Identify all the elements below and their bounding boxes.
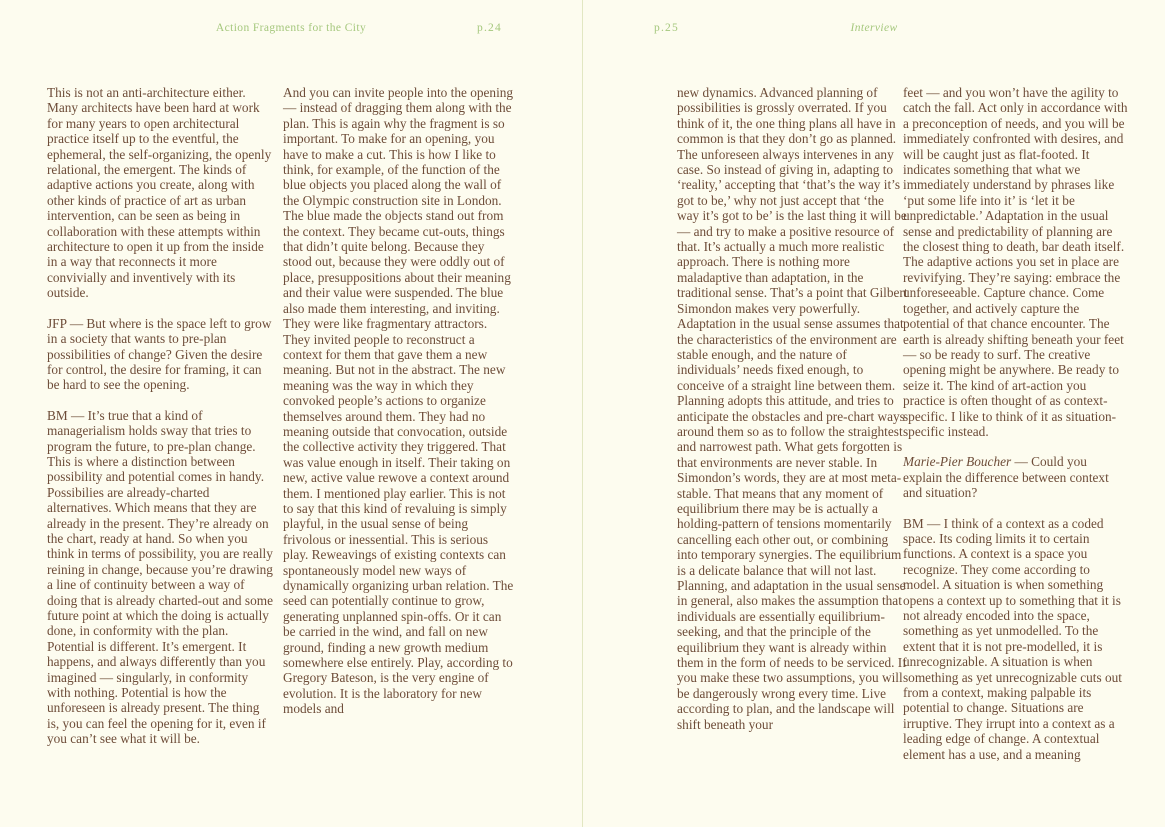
speaker-label: Marie-Pier Boucher xyxy=(903,454,1012,470)
text-column-4 xyxy=(903,85,1129,777)
paragraph xyxy=(677,85,908,732)
running-title-right: Interview xyxy=(850,22,898,34)
paragraph-text: This is not an anti-architecture either. Many architects have been hard at work for many years to open architectural practice itself up to the eventful, the ephemeral, the self-organizing, the openly relational, the emergent. The kinds of adaptive actions you create, along with other kinds of practice of art as urban intervention, can be seen as being in collaboration with these attempts within architecture to open it up from the inside in a way that reconnects it more convivially and inventively with its outside. xyxy=(47,85,272,301)
paragraph xyxy=(47,316,273,393)
paragraph xyxy=(903,454,1129,500)
speaker-label: JFP xyxy=(47,315,67,331)
paragraph-text: new dynamics. Advanced planning of possibilities is grossly overrated. If you think of it, the one thing plans all have in common is that they don’t go as planned. The unforeseen always intervenes in any case. So instead of giving in, adapting to ‘reality,’ accepting that ‘that’s the way it’s got to be,’ why not just accept that ‘the way it’s got to be’ is the last thing it will be — and try to make a positive resource of that. It’s actually a much more realistic approach. There is nothing more maladaptive than adaptation, in the traditional sense. That’s a point that Gilbert Simondon makes very powerfully. Adaptation in the usual sense assumes that the characteristics of the environment are stable enough, and the nature of individuals’ needs fixed enough, to conceive of a straight line between them. Planning adopts this attitude, and tries to anticipate the obstacles and pre-chart ways around them so as to follow the straightest and narrowest path. What gets forgotten is that environments are never stable. In Simondon’s words, they are at most meta-stable. That means that any moment of equilibrium there may be is actually a holding-pattern of tensions momentarily cancelling each other out, or combining into temporary synergies. The equilibrium is a delicate balance that will not last. Planning, and adaptation in the usual sense in general, also makes the assumption that individuals are essentially equilibrium-seeking, and that the principle of the equilibrium they want is already within them in the form of needs to be serviced. If you make these two assumptions, you will be dangerously wrong every time. Live according to plan, and the landscape will shift beneath your xyxy=(677,85,908,732)
text-column-1 xyxy=(47,85,273,762)
page-gutter-line xyxy=(582,0,583,827)
running-title-left: Action Fragments for the City xyxy=(215,22,367,34)
paragraph-text: — It’s true that a kind of managerialism holds sway that tries to program the future, to pre-plan change. This is where a distinction between possibility and potential comes in handy. Possibilies are already-charted alternatives. Which means that they are already in the present. They’re already on the chart, ready at hand. So when you think in terms of possibility, you are really reining in change, because you’re drawing a line of continuity between a way of doing that is already charted-out and some future point at which the doing is actually done, in conformity with the plan. Potential is different. It’s emergent. It happens, and always differently than you imagined — singularly, in conformity with nothing. Potential is how the unforeseen is already present. The thing is, you can feel the opening for it, even if you can’t see what it will be. xyxy=(47,407,273,747)
text-column-2 xyxy=(283,85,515,732)
paragraph xyxy=(47,85,273,301)
paragraph xyxy=(903,516,1129,763)
paragraph xyxy=(47,408,273,747)
page-number-left: p.24 xyxy=(477,22,502,34)
speaker-label: BM xyxy=(47,407,68,423)
speaker-label: BM xyxy=(903,515,924,531)
paragraph-text: And you can invite people into the opening — instead of dragging them along with the plan. This is again why the fragment is so important. To make for an opening, you have to make a cut. This is how I like to think, for example, of the function of the blue objects you placed along the wall of the Olympic construction site in London. The blue made the objects stand out from the context. They became cut-outs, things that didn’t quite belong. Because they stood out, because they were oddly out of place, presuppositions about their meaning and their value were suspended. The blue also made them interesting, and inviting. They were like fragmentary attractors. They invited people to reconstruct a context for them that gave them a new meaning. But not in the abstract. The new meaning was the way in which they convoked people’s actions to organize themselves around them. They had no meaning outside that convocation, outside the collective activity they triggered. That was value enough in itself. Their taking on new, active value rewove a context around them. I mentioned play earlier. This is not to say that this kind of revaluing is simply playful, in the usual sense of being frivolous or inessential. This is serious play. Reweavings of existing contexts can spontaneously model new ways of dynamically organizing urban relation. The seed can potentially continue to grow, generating unplanned spin-offs. Or it can be carried in the wind, and fall on new ground, finding a new growth medium somewhere else entirely. Play, according to Gregory Bateson, is the very engine of evolution. It is the laboratory for new models and xyxy=(283,85,514,717)
paragraph-text: — Could you explain the difference between context and situation? xyxy=(903,454,1109,501)
paragraph xyxy=(283,85,515,717)
paragraph xyxy=(903,85,1129,439)
page-number-right: p.25 xyxy=(654,22,679,34)
paragraph-text: — I think of a context as a coded space. Its coding limits it to certain functions. A context is a space you recognize. They come according to model. A situation is when something opens a context up to something that it is not already encoded into the space, something as yet unmodelled. To the extent that it is not pre-modelled, it is unrecognizable. A situation is when something as yet unrecognizable cuts out from a context, making palpable its potential to change. Situations are irruptive. They irrupt into a context as a leading edge of change. A contextual element has a use, and a meaning xyxy=(903,515,1122,762)
paragraph-text: feet — and you won’t have the agility to catch the fall. Act only in accordance with a preconception of needs, and you will be immediately confronted with desires, and will be caught just as flat-footed. It indicates something that what we immediately understand by phrases like ‘put some life into it’ is ‘let it be unpredictable.’ Adaptation in the usual sense and predictability of planning are the closest thing to death, bar death itself. The adaptive actions you set in place are revivifying. They’re saying: embrace the unforeseeable. Capture chance. Come together, and actively capture the potential of that chance encounter. The earth is already shifting beneath your feet — so be ready to surf. The creative opening might be anywhere. Be ready to seize it. The kind of art-action you practice is often thought of as context-specific. I like to think of it as situation-specific instead. xyxy=(903,85,1128,439)
paragraph-text: — But where is the space left to grow in a society that wants to pre-plan possibilities of change? Given the desire for control, the desire for framing, it can be hard to see the opening. xyxy=(47,315,272,393)
text-column-3 xyxy=(677,85,908,747)
